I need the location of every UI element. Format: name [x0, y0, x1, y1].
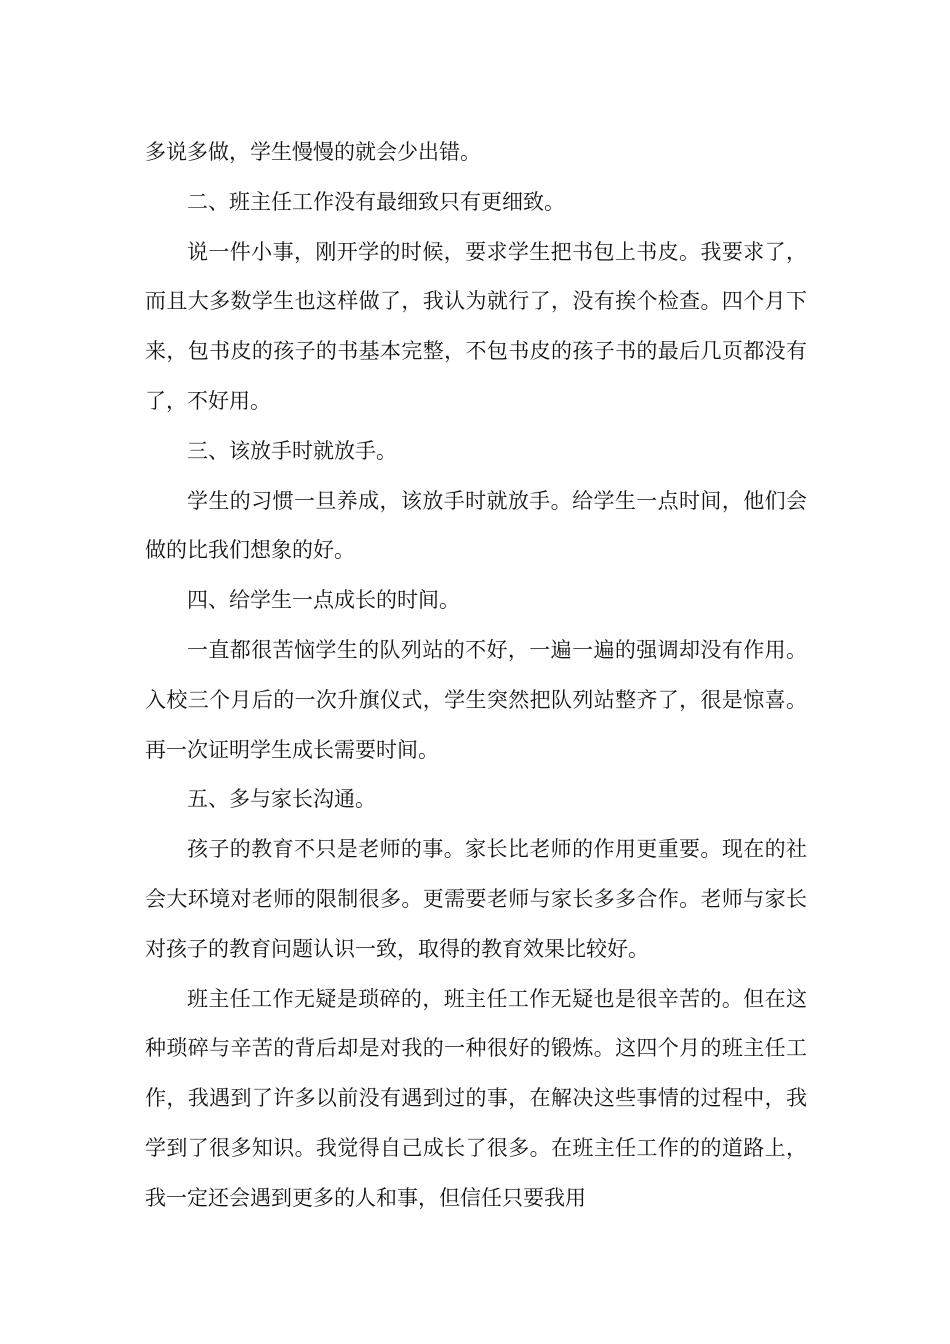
section-heading-4: 四、给学生一点成长的时间。 — [187, 588, 460, 613]
section-heading-5: 五、多与家长沟通。 — [187, 787, 376, 812]
paragraph: 说一件小事，刚开学的时候，要求学生把书包上书皮。我要求了，而且大多数学生也这样做了，我认为就行了，没有挨个检查。四个月下来，包书皮的孩子的书基本完整，不包书皮的孩子书的最后几页都没有了，不好用。 — [145, 239, 807, 413]
paragraph-conclusion: 班主任工作无疑是琐碎的，班主任工作无疑也是很辛苦的。但在这种琐碎与辛苦的背后却是对我的一种很好的锻炼。这四个月的班主任工作，我遇到了许多以前没有遇到过的事，在解决这些事情的过程中，我学到了很多知识。我觉得自己成长了很多。在班主任工作的的道路上，我一定还会遇到更多的人和事，但信任只要我用 — [145, 986, 807, 1210]
section-heading-3: 三、该放手时就放手。 — [187, 438, 397, 463]
paragraph: 孩子的教育不只是老师的事。家长比老师的作用更重要。现在的社会大环境对老师的限制很多。更需要老师与家长多多合作。老师与家长对孩子的教育问题认识一致，取得的教育效果比较好。 — [145, 837, 807, 961]
section-heading-2: 二、班主任工作没有最细致只有更细致。 — [187, 189, 565, 214]
paragraph: 学生的习惯一旦养成，该放手时就放手。给学生一点时间，他们会做的比我们想象的好。 — [145, 488, 807, 563]
paragraph-continuation: 多说多做，学生慢慢的就会少出错。 — [145, 140, 481, 164]
document-body — [145, 128, 807, 1224]
paragraph: 一直都很苦恼学生的队列站的不好，一遍一遍的强调却没有作用。入校三个月后的一次升旗仪式，学生突然把队列站整齐了，很是惊喜。再一次证明学生成长需要时间。 — [145, 637, 807, 762]
